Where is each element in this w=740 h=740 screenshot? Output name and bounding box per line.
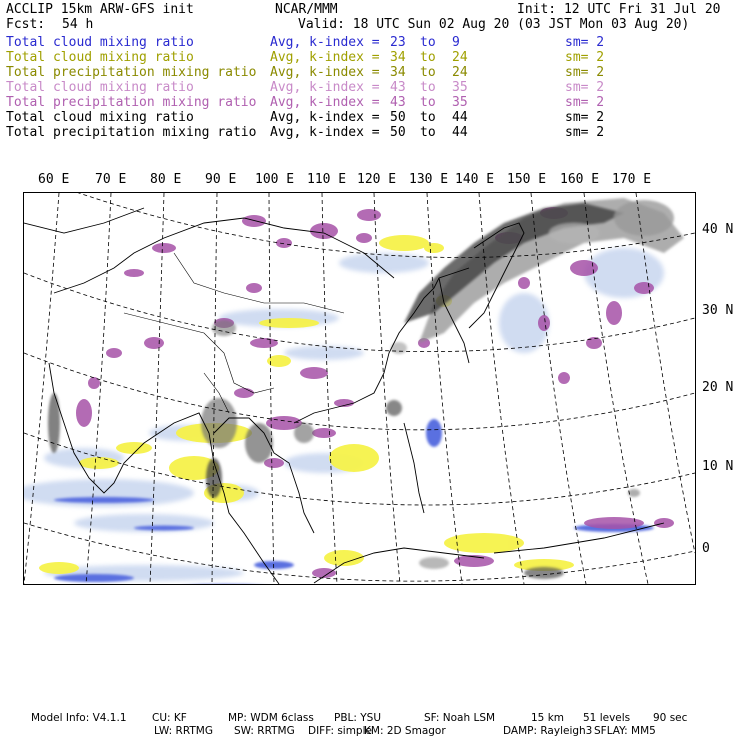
field-k-from: 34 <box>390 50 406 65</box>
longitude-label: 150 E <box>507 172 547 187</box>
field-k-to: 35 <box>452 95 468 110</box>
longitude-label: 100 E <box>255 172 295 187</box>
longitude-label: 80 E <box>150 172 182 187</box>
latitude-label: 30 N <box>702 303 734 318</box>
field-smoothing: sm= 2 <box>565 80 605 95</box>
field-smoothing: sm= 2 <box>565 50 605 65</box>
low-cloud-shading <box>24 248 664 581</box>
field-smoothing: sm= 2 <box>565 110 605 125</box>
field-avg-label: Avg, k-index = <box>270 125 380 140</box>
model-info-item: 90 sec <box>653 712 688 724</box>
longitude-label: 120 E <box>357 172 397 187</box>
field-name: Total cloud mixing ratio <box>6 35 194 50</box>
field-avg-label: Avg, k-index = <box>270 50 380 65</box>
field-k-to-word: to <box>420 65 436 80</box>
field-name: Total precipitation mixing ratio <box>6 125 257 140</box>
field-name: Total cloud mixing ratio <box>6 110 194 125</box>
field-k-from: 34 <box>390 65 406 80</box>
field-k-from: 50 <box>390 110 406 125</box>
field-k-to: 44 <box>452 110 468 125</box>
field-avg-label: Avg, k-index = <box>270 80 380 95</box>
map-panel <box>23 192 696 585</box>
model-info-item: MP: WDM 6class <box>228 712 314 724</box>
model-title: ACCLIP 15km ARW-GFS init <box>6 2 194 17</box>
field-k-to-word: to <box>420 125 436 140</box>
longitude-label: 110 E <box>307 172 347 187</box>
model-info-item: SFLAY: MM5 <box>594 725 656 737</box>
model-info-item: KM: 2D Smagor <box>364 725 446 737</box>
field-smoothing: sm= 2 <box>565 35 605 50</box>
forecast-map <box>24 193 695 584</box>
longitude-label: 90 E <box>205 172 237 187</box>
longitude-label: 140 E <box>455 172 495 187</box>
fcst-label: Fcst: <box>6 17 46 32</box>
field-k-to: 44 <box>452 125 468 140</box>
latitude-label: 10 N <box>702 459 734 474</box>
org-title: NCAR/MMM <box>275 2 338 17</box>
field-avg-label: Avg, k-index = <box>270 65 380 80</box>
field-smoothing: sm= 2 <box>565 95 605 110</box>
field-name: Total cloud mixing ratio <box>6 80 194 95</box>
latitude-label: 20 N <box>702 380 734 395</box>
field-k-from: 23 <box>390 35 406 50</box>
longitude-label: 170 E <box>612 172 652 187</box>
field-k-to-word: to <box>420 50 436 65</box>
field-k-to-word: to <box>420 80 436 95</box>
field-name: Total precipitation mixing ratio <box>6 95 257 110</box>
init-time: Init: 12 UTC Fri 31 Jul 20 <box>517 2 721 17</box>
model-info-item: LW: RRTMG <box>154 725 213 737</box>
latitude-label: 40 N <box>702 222 734 237</box>
longitude-label: 70 E <box>95 172 127 187</box>
field-smoothing: sm= 2 <box>565 65 605 80</box>
model-info-item: SF: Noah LSM <box>424 712 496 724</box>
field-k-to: 35 <box>452 80 468 95</box>
model-info-item: PBL: YSU <box>334 712 382 724</box>
field-avg-label: Avg, k-index = <box>270 95 380 110</box>
field-k-from: 43 <box>390 95 406 110</box>
field-k-to: 9 <box>452 35 460 50</box>
longitude-label: 160 E <box>560 172 600 187</box>
field-k-to-word: to <box>420 95 436 110</box>
model-info-item: 15 km <box>531 712 565 724</box>
field-k-to: 24 <box>452 65 468 80</box>
field-k-from: 43 <box>390 80 406 95</box>
model-info-item: DIFF: simple <box>308 725 372 737</box>
field-avg-label: Avg, k-index = <box>270 35 380 50</box>
valid-time: Valid: 18 UTC Sun 02 Aug 20 (03 JST Mon 03 Aug 20) <box>298 17 690 32</box>
field-name: Total cloud mixing ratio <box>6 50 194 65</box>
field-name: Total precipitation mixing ratio <box>6 65 257 80</box>
model-info-item: DAMP: Rayleigh3 <box>503 725 593 737</box>
field-k-to-word: to <box>420 110 436 125</box>
longitude-label: 60 E <box>38 172 70 187</box>
field-smoothing: sm= 2 <box>565 125 605 140</box>
model-info-item: CU: KF <box>152 712 187 724</box>
longitude-label: 130 E <box>409 172 449 187</box>
model-info-item: 51 levels <box>583 712 631 724</box>
field-avg-label: Avg, k-index = <box>270 110 380 125</box>
latitude-label: 0 <box>702 541 710 556</box>
field-k-to-word: to <box>420 35 436 50</box>
model-info-item: SW: RRTMG <box>234 725 295 737</box>
field-k-to: 24 <box>452 50 468 65</box>
field-k-from: 50 <box>390 125 406 140</box>
fcst-value: 54 h <box>62 17 94 32</box>
model-info-item: Model Info: V4.1.1 <box>31 712 127 724</box>
